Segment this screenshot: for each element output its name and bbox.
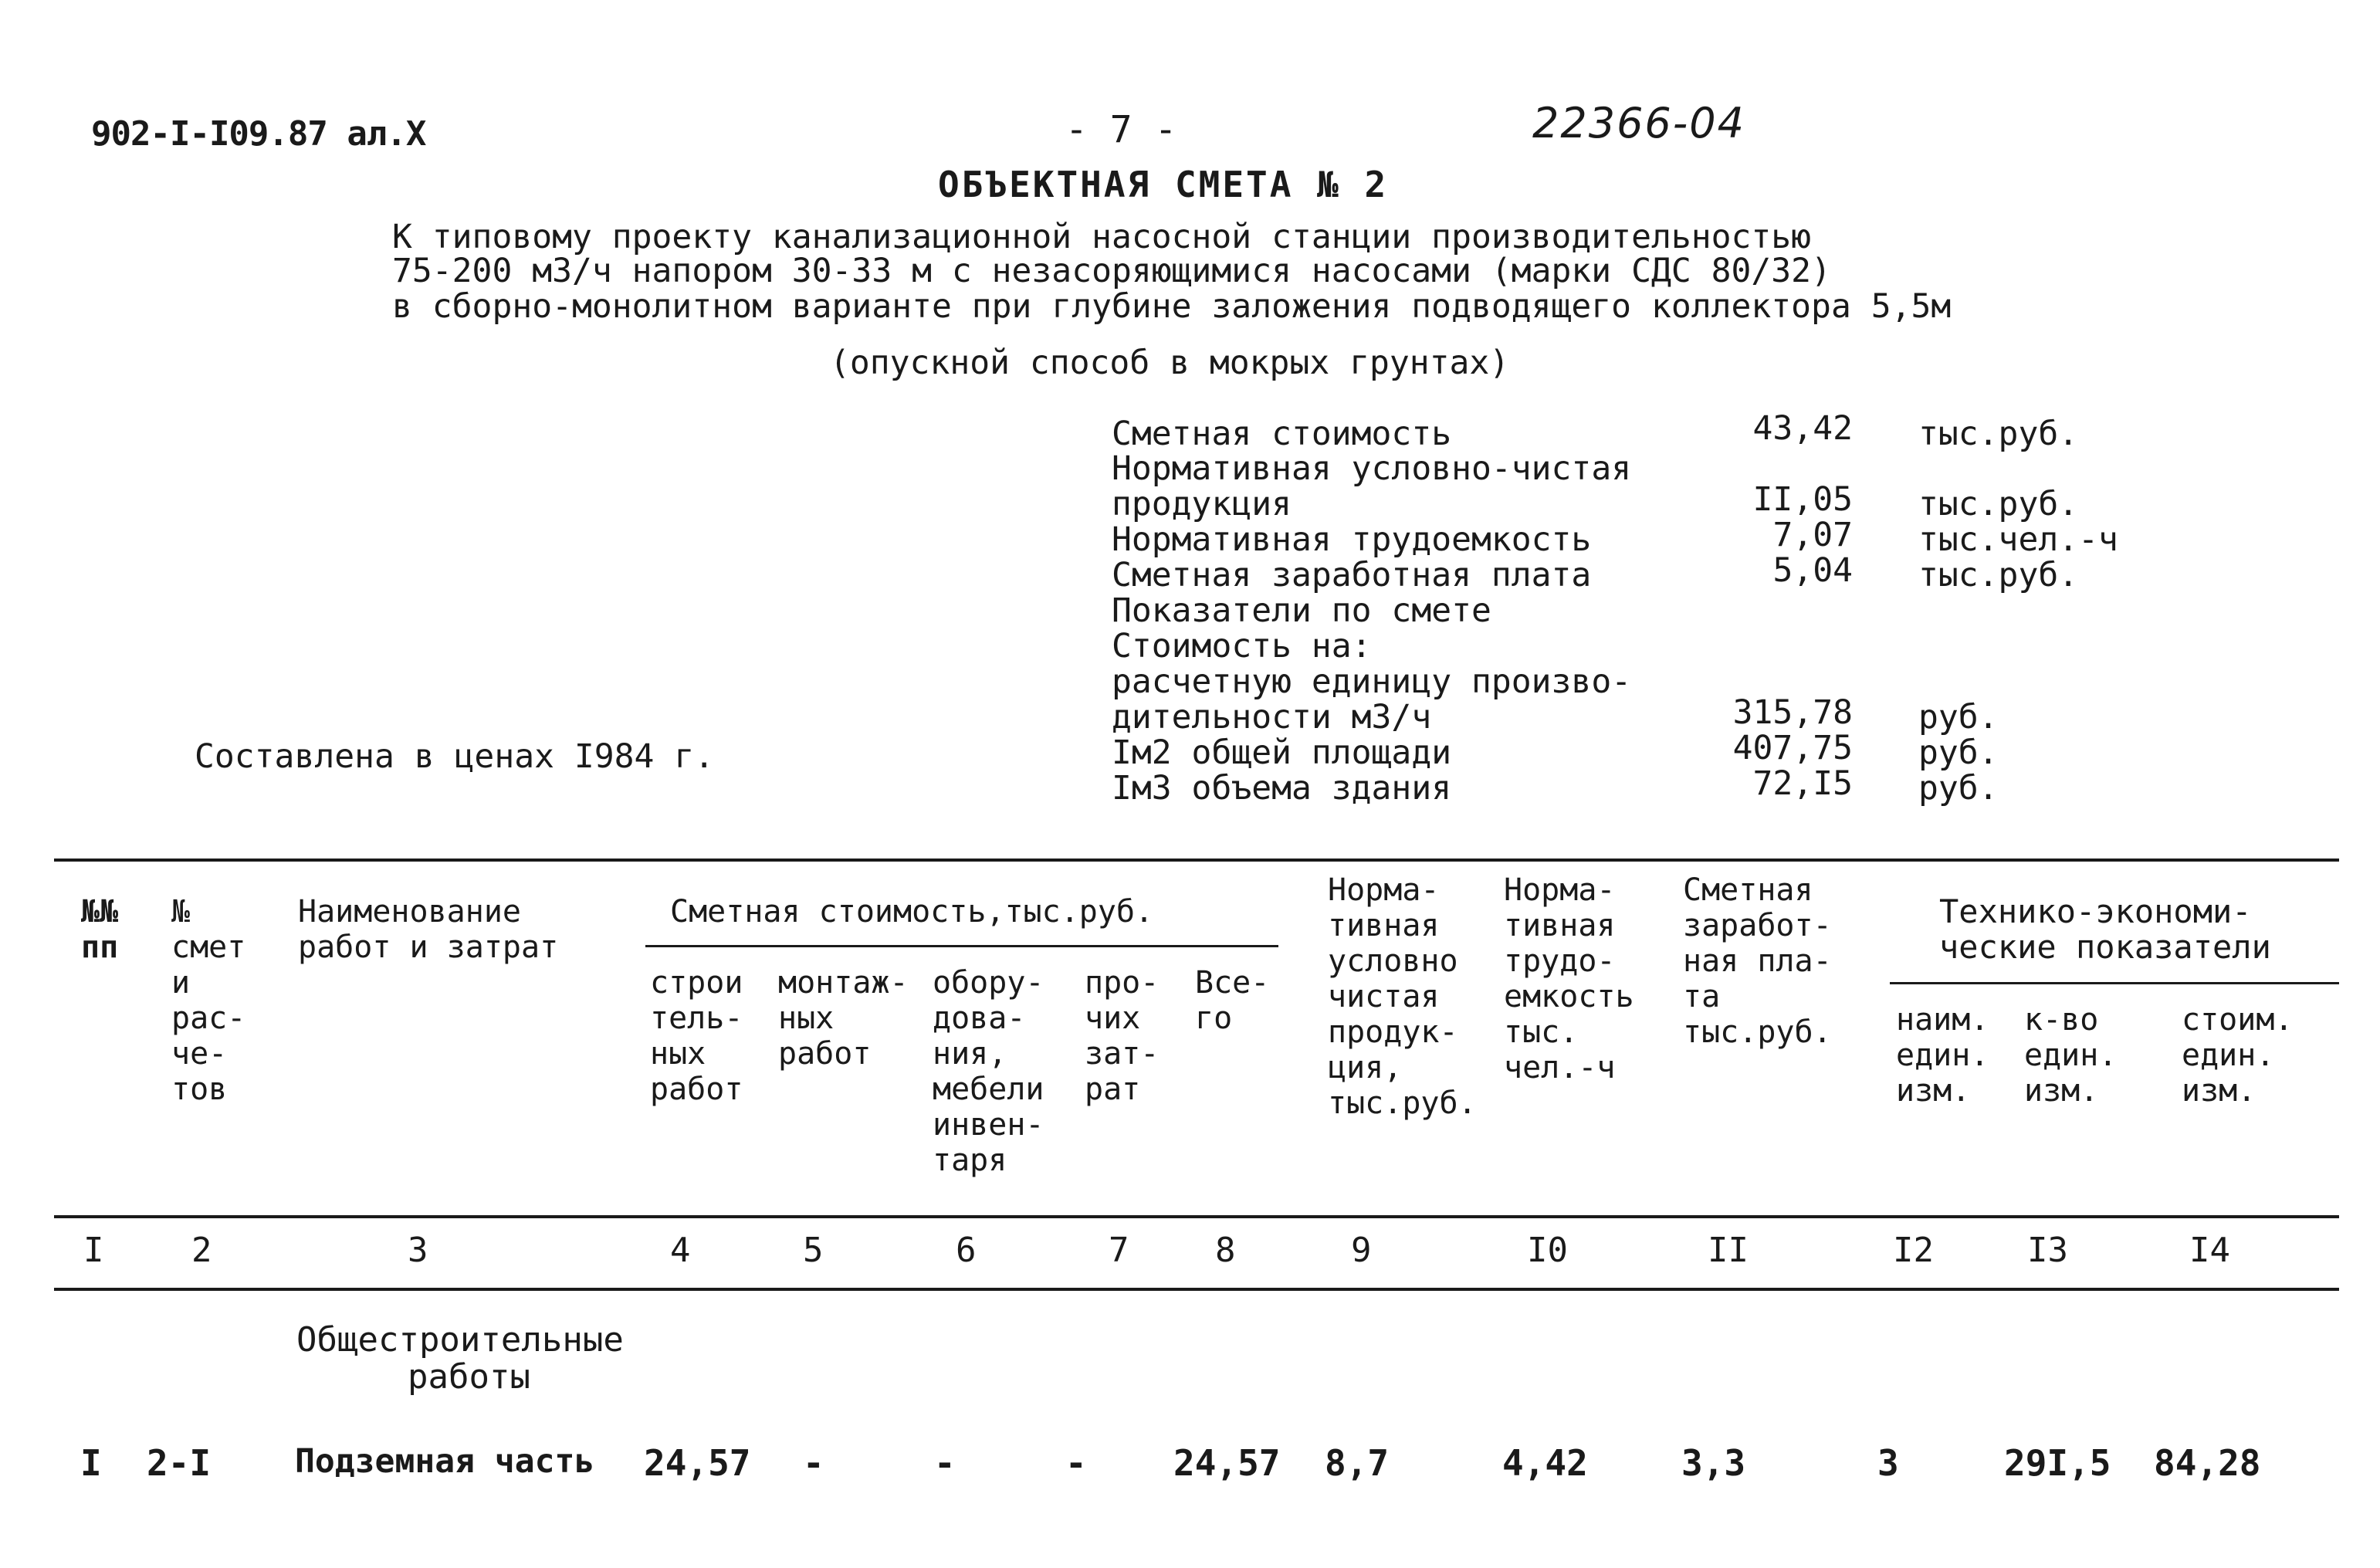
col-number: 7 xyxy=(1109,1231,1129,1270)
subtitle-line-2: 75-200 м3/ч напором 30-33 м с незасоряющимися насосами (марки СДС 80/32) xyxy=(392,252,1831,290)
header-wage: Сметная заработ- ная пла- та тыс.руб. xyxy=(1683,872,1832,1050)
col-number: I xyxy=(83,1231,104,1270)
header-norm-product: Норма- тивная условно чистая продук- ция, тыс.руб. xyxy=(1328,872,1477,1121)
cell-unit-cost: 84,28 xyxy=(2154,1442,2261,1484)
summary-cost-per-label: Стоимость на: xyxy=(1112,627,1372,665)
col-number: 4 xyxy=(670,1231,691,1270)
table-top-rule xyxy=(54,859,2339,862)
col-number: I0 xyxy=(1527,1231,1568,1270)
header-total: Все- го xyxy=(1195,965,1270,1036)
cell-installation: - xyxy=(803,1442,824,1484)
col-number: 6 xyxy=(956,1231,977,1270)
header-construction: строи тель- ных работ xyxy=(650,965,743,1107)
header-unit-cost: стоим. един. изм. xyxy=(2182,1002,2294,1109)
header-pp: №№ пп xyxy=(81,894,119,965)
summary-unit-value: 315,78 xyxy=(1732,693,1853,732)
subtitle-line-3: в сборно-монолитном варианте при глубине заложения подводящего коллектора 5,5м xyxy=(392,287,1952,326)
cell-wage: 3,3 xyxy=(1681,1442,1746,1484)
tech-group-rule xyxy=(1890,982,2339,984)
summary-labor-value: 7,07 xyxy=(1772,516,1853,554)
cell-pp: I xyxy=(80,1442,102,1484)
summary-area-label: Iм2 общей площади xyxy=(1112,733,1452,772)
summary-norm-prod-value: II,05 xyxy=(1752,480,1853,519)
summary-wage-value: 5,04 xyxy=(1772,551,1853,590)
summary-volume-unit: руб. xyxy=(1918,769,1999,808)
summary-area-unit: руб. xyxy=(1918,733,1999,772)
document-code: 902-I-I09.87 ал.Х xyxy=(91,114,426,154)
summary-norm-prod-label-2: продукция xyxy=(1112,485,1292,523)
col-number: 2 xyxy=(191,1231,212,1270)
header-other: про- чих зат- рат xyxy=(1085,965,1160,1107)
summary-norm-prod-label-1: Нормативная условно-чистая xyxy=(1112,449,1632,488)
summary-area-value: 407,75 xyxy=(1732,729,1853,767)
summary-cost-value: 43,42 xyxy=(1752,409,1853,448)
header-norm-labor: Норма- тивная трудо- емкость тыс. чел.-ч xyxy=(1504,872,1634,1085)
summary-labor-unit: тыс.чел.-ч xyxy=(1918,520,2118,559)
prices-note: Составлена в ценах I984 г. xyxy=(195,737,715,776)
cost-group-rule xyxy=(645,945,1278,947)
cell-unit-name: 3 xyxy=(1877,1442,1899,1484)
col-number: 9 xyxy=(1351,1231,1372,1270)
subtitle-line-1: К типовому проекту канализационной насосной станции производительностью xyxy=(392,218,1812,256)
cell-unit-qty: 29I,5 xyxy=(2004,1442,2111,1484)
summary-wage-unit: тыс.руб. xyxy=(1918,556,2079,594)
header-cost-group: Сметная стоимость,тыс.руб. xyxy=(670,894,1154,930)
subtitle-line-4: (опускной способ в мокрых грунтах) xyxy=(830,344,1510,382)
header-tech-group: Технико-экономи- ческие показатели xyxy=(1939,892,2271,966)
summary-volume-label: Iм3 объема здания xyxy=(1112,769,1452,808)
cell-construction: 24,57 xyxy=(644,1442,751,1484)
section-title-line-1: Общестроительные xyxy=(296,1320,624,1360)
column-numbers-rule xyxy=(54,1288,2339,1291)
cell-other: - xyxy=(1065,1442,1087,1484)
summary-cost-label: Сметная стоимость xyxy=(1112,415,1452,453)
col-number: 8 xyxy=(1215,1231,1236,1270)
col-number: I2 xyxy=(1893,1231,1934,1270)
summary-volume-value: 72,I5 xyxy=(1752,764,1853,803)
summary-labor-label: Нормативная трудоемкость xyxy=(1112,520,1592,559)
page-number: - 7 - xyxy=(1065,108,1177,151)
col-number: II xyxy=(1708,1231,1749,1270)
cell-norm-labor: 4,42 xyxy=(1502,1442,1588,1484)
cell-work-name: Подземная часть xyxy=(295,1442,595,1481)
header-smeta-number: № смет и рас- че- тов xyxy=(171,894,246,1107)
summary-unit-label-1: расчетную единицу произво- xyxy=(1112,662,1632,701)
header-work-name: Наименование работ и затрат xyxy=(298,894,559,965)
document-title: ОБЪЕКТНАЯ СМЕТА № 2 xyxy=(938,164,1389,205)
cell-norm-product: 8,7 xyxy=(1325,1442,1390,1484)
col-number: I4 xyxy=(2189,1231,2230,1270)
col-number: 5 xyxy=(803,1231,824,1270)
cell-equipment: - xyxy=(934,1442,956,1484)
document-number-handwritten: 22366-04 xyxy=(1532,99,1745,147)
col-number: 3 xyxy=(408,1231,428,1270)
summary-norm-prod-unit: тыс.руб. xyxy=(1918,485,2079,523)
section-title-line-2: работы xyxy=(408,1357,530,1397)
summary-unit-label-2: дительности м3/ч xyxy=(1112,698,1432,737)
header-unit-qty: к-во един. изм. xyxy=(2024,1002,2118,1109)
summary-wage-label: Сметная заработная плата xyxy=(1112,556,1592,594)
summary-cost-unit: тыс.руб. xyxy=(1918,415,2079,453)
header-bottom-rule xyxy=(54,1215,2339,1218)
summary-indicators-label: Показатели по смете xyxy=(1112,591,1491,630)
header-installation: монтаж- ных работ xyxy=(778,965,909,1072)
cell-total: 24,57 xyxy=(1173,1442,1281,1484)
summary-unit-unit: руб. xyxy=(1918,698,1999,737)
col-number: I3 xyxy=(2027,1231,2068,1270)
header-unit-name: наим. един. изм. xyxy=(1896,1002,1989,1109)
cell-smeta-number: 2-I xyxy=(147,1442,212,1484)
header-equipment: обору- дова- ния, мебели инвен- таря xyxy=(933,965,1044,1178)
